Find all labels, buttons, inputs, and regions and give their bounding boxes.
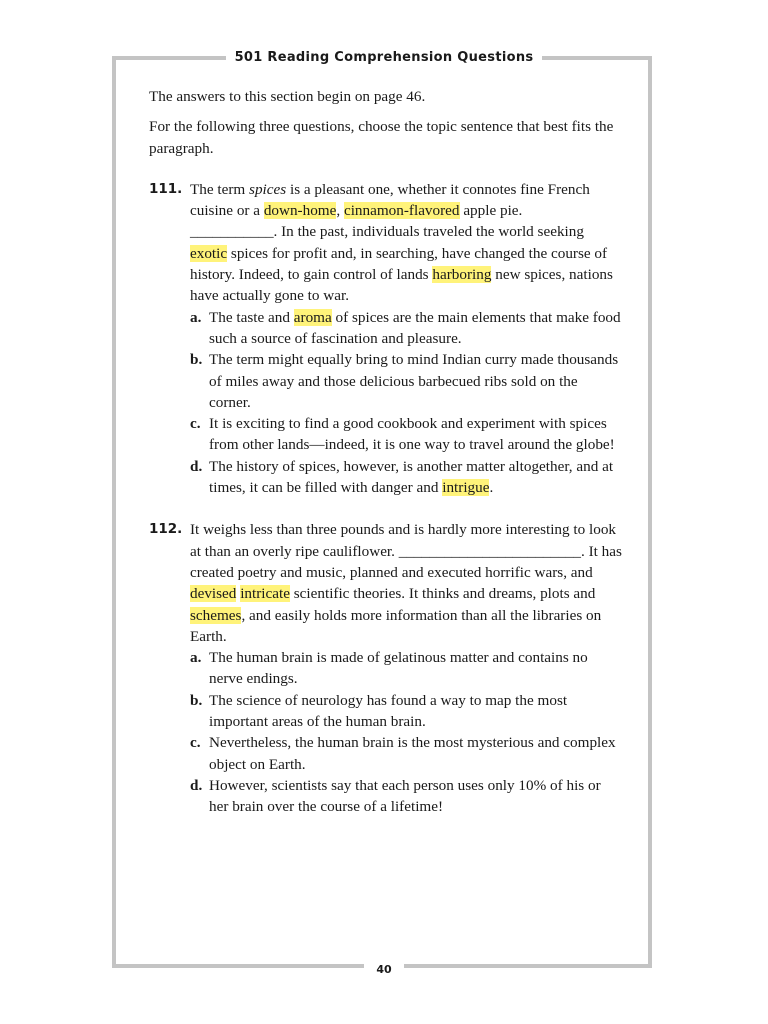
intro-instructions: For the following three questions, choose the topic sentence that best fits the paragraph. bbox=[149, 118, 614, 157]
highlighted-word: schemes bbox=[190, 606, 242, 624]
option-label: d. bbox=[190, 776, 203, 794]
option-text: The term might equally bring to mind Indian curry made thousands of miles away and those delicious barbecued ribs sold on the corner. bbox=[209, 351, 619, 411]
question-111 bbox=[149, 179, 623, 498]
highlighted-word: devised bbox=[190, 585, 237, 603]
option-label: d. bbox=[190, 457, 203, 475]
option-text: It is exciting to find a good cookbook and experiment with spices from other lands—indeed, it is one way to travel around the globe! bbox=[209, 415, 615, 454]
running-header bbox=[0, 48, 768, 66]
highlighted-word: intricate bbox=[240, 585, 290, 603]
page-content bbox=[149, 86, 623, 818]
question-number: 111. bbox=[149, 180, 183, 197]
emphasized-term: spices bbox=[249, 180, 287, 198]
question-passage: The term spices is a pleasant one, whether it connotes fine French cuisine or a down-home, cinnamon-flavored apple pie. ___________. In the past, individuals traveled the world seeking exotic spices for profit and, in searching, have changed the course of history. Indeed, to gain control of lands harboring new spices, nations have actually gone to war. bbox=[190, 180, 613, 305]
option-c[interactable] bbox=[190, 413, 623, 456]
option-label: c. bbox=[190, 734, 201, 752]
option-label: b. bbox=[190, 691, 203, 709]
option-d[interactable]: d. The history of spices, however, is another matter altogether, and at times, it can be filled with danger and intrigue. bbox=[190, 457, 614, 497]
answer-blank: ________________________ bbox=[398, 542, 581, 560]
option-b[interactable] bbox=[190, 690, 623, 733]
option-text: However, scientists say that each person uses only 10% of his or her brain over the course of a lifetime! bbox=[209, 776, 601, 816]
book-title: 501 Reading Comprehension Questions bbox=[226, 50, 543, 65]
intro-answers-note: The answers to this section begin on page 46. bbox=[149, 88, 426, 105]
option-label: c. bbox=[190, 415, 201, 433]
option-text: The human brain is made of gelatinous matter and contains no nerve endings. bbox=[209, 649, 588, 688]
page-footer bbox=[0, 960, 768, 978]
question-112 bbox=[149, 519, 623, 817]
option-text: The science of neurology has found a way to map the most important areas of the human brain. bbox=[209, 691, 568, 731]
highlighted-word: harboring bbox=[432, 266, 492, 284]
option-d[interactable] bbox=[190, 775, 623, 818]
option-a[interactable]: a. The taste and aroma of spices are the main elements that make food such a source of fascination and pleasure. bbox=[190, 308, 621, 347]
option-b[interactable] bbox=[190, 349, 623, 413]
question-passage: It weighs less than three pounds and is hardly more interesting to look at than an overly ripe cauliflower. ________________________. It has created poetry and music, planned and executed horrific wars, and devised intricate scientific theories. It thinks and dreams, plots and schemes, and easily holds more information than all the libraries on Earth. bbox=[190, 521, 622, 645]
highlighted-word: cinnamon-flavored bbox=[343, 202, 460, 220]
option-a[interactable] bbox=[190, 647, 623, 690]
highlighted-word: intrigue bbox=[442, 479, 490, 497]
highlighted-word: exotic bbox=[190, 244, 228, 262]
option-c[interactable] bbox=[190, 732, 623, 775]
question-number: 112. bbox=[149, 521, 183, 538]
page-number: 40 bbox=[364, 963, 403, 976]
option-label: a. bbox=[190, 649, 202, 667]
highlighted-word: aroma bbox=[293, 308, 332, 326]
highlighted-word: down-home bbox=[263, 202, 337, 220]
option-label: a. bbox=[190, 308, 202, 326]
option-label: b. bbox=[190, 351, 203, 369]
option-text: Nevertheless, the human brain is the most mysterious and complex object on Earth. bbox=[209, 734, 616, 773]
answer-blank: ___________ bbox=[190, 223, 274, 241]
